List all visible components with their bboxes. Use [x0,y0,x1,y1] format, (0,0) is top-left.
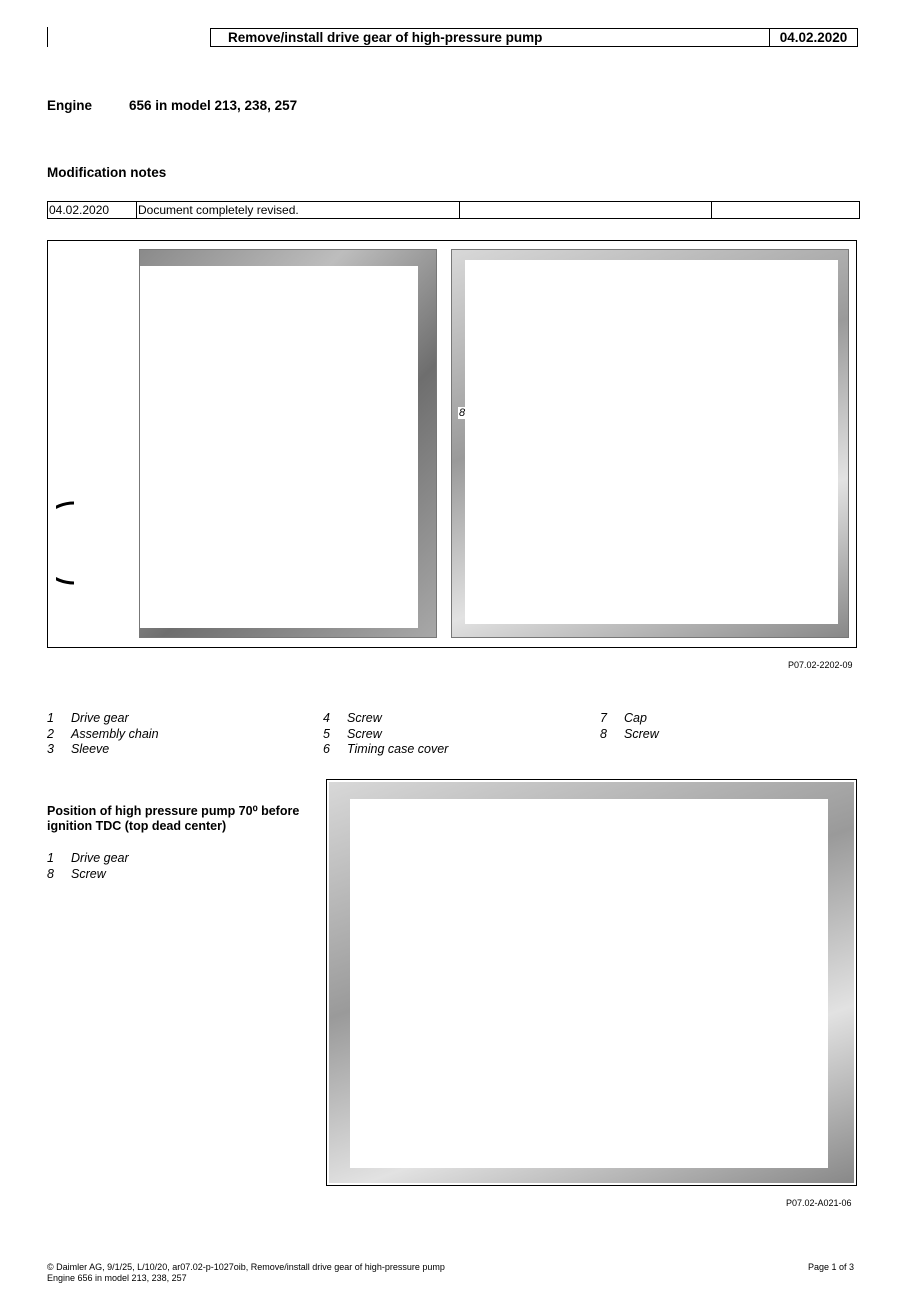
list-item: 1 Drive gear [47,851,129,865]
position-legend [47,851,129,882]
list-item: 8 Screw [47,866,106,881]
engine-value: 656 in model 213, 238, 257 [129,98,298,113]
legend-column-1 [47,711,159,758]
list-item: 4 Screw [323,711,382,725]
engine-photo-left [139,249,437,638]
figure-2-frame [326,779,857,1186]
list-item: 6 Timing case cover [323,742,449,756]
list-item: 2 Assembly chain [47,726,159,741]
callout-label: 8 [459,407,466,419]
blank-region [465,260,838,624]
engine-render-photo [329,782,854,1183]
document-title: Remove/install drive gear of high-pressure pump [211,29,770,46]
table-row [48,202,860,219]
engine-photo-right [451,249,849,638]
document-date: 04.02.2020 [779,30,848,45]
list-item: 3 Sleeve [47,742,110,756]
engine-label: Engine [47,98,93,113]
list-item: 5 Screw [323,726,382,741]
document-header [210,28,858,47]
list-item: 8 Screw [600,726,659,741]
mod-date-cell: 04.02.2020 [48,202,137,219]
blank-region [140,266,418,628]
figure-2-reference: P07.02-A021-06 [786,1198,852,1208]
position-heading: Position of high pressure pump 70⁰ before ignition TDC (top dead center) [47,804,300,833]
modification-heading: Modification notes [47,165,167,180]
list-item: 7 Cap [600,711,647,725]
modification-table [47,201,860,219]
figure-1-reference: P07.02-2202-09 [788,660,853,670]
figure-1-frame [47,240,857,648]
legend-column-2 [323,711,448,758]
mod-empty-cell [712,202,860,219]
mod-empty-cell [460,202,712,219]
margin-rule [47,27,48,47]
list-item: 1 Drive gear [47,711,129,725]
mod-text-cell: Document completely revised. [137,202,460,219]
footer-info: © Daimler AG, 9/1/25, L/10/20, ar07.02-p-1027oib, Remove/install drive gear of high-pressure pump Engine 656 in model 213, 238, 257 [47,1262,445,1283]
legend-column-3 [600,711,659,742]
gear-outline-icon [56,501,76,585]
page-number: Page 1 of 3 [808,1262,855,1272]
blank-region [350,799,828,1168]
